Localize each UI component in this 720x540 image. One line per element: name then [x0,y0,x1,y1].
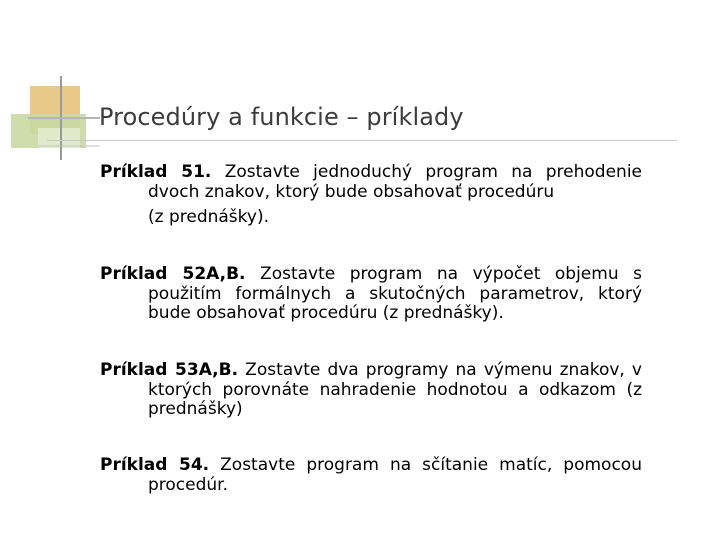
example-53 [100,361,642,420]
example-52-line-1: Príklad 52A,B. Zostavte program na výpočet objemu s [100,264,642,284]
example-54-line-1: Príklad 54. Zostavte program na sčítanie matíc, pomocou [100,455,642,475]
example-54-label: Príklad 54. [100,455,210,475]
example-53-label: Príklad 53A,B. [100,360,239,380]
example-51-label: Príklad 51. [100,162,212,182]
example-51-line-1: Príklad 51. Zostavte jednoduchý program na prehodenie [100,162,643,182]
example-51-line-3: (z prednášky). [148,207,270,227]
example-51-line-2: dvoch znakov, ktorý bude obsahovať procedúru [148,181,555,202]
example-53-line-3: prednášky) [148,399,243,419]
example-53-line-2: ktorých porovnáte nahradenie hodnotou a odkazom (z [148,379,642,400]
title-divider [47,140,677,141]
slide-title: Procedúry a funkcie – príklady [99,103,464,131]
example-52-line-2: použitím formálnych a skutočných parametrov, ktorý [148,283,642,304]
example-53-line-1: Príklad 53A,B. Zostavte dva programy na výmenu znakov, v [100,360,642,380]
deco-light-block [38,128,80,148]
example-54 [100,456,642,495]
example-52-line-3: bude obsahovať procedúru (z prednášky). [148,303,504,323]
example-54-line-2: procedúr. [148,474,229,495]
example-51 [100,163,642,228]
example-52-label: Príklad 52A,B. [100,264,246,284]
slide-corner-decoration [0,0,100,170]
example-52 [100,265,642,324]
